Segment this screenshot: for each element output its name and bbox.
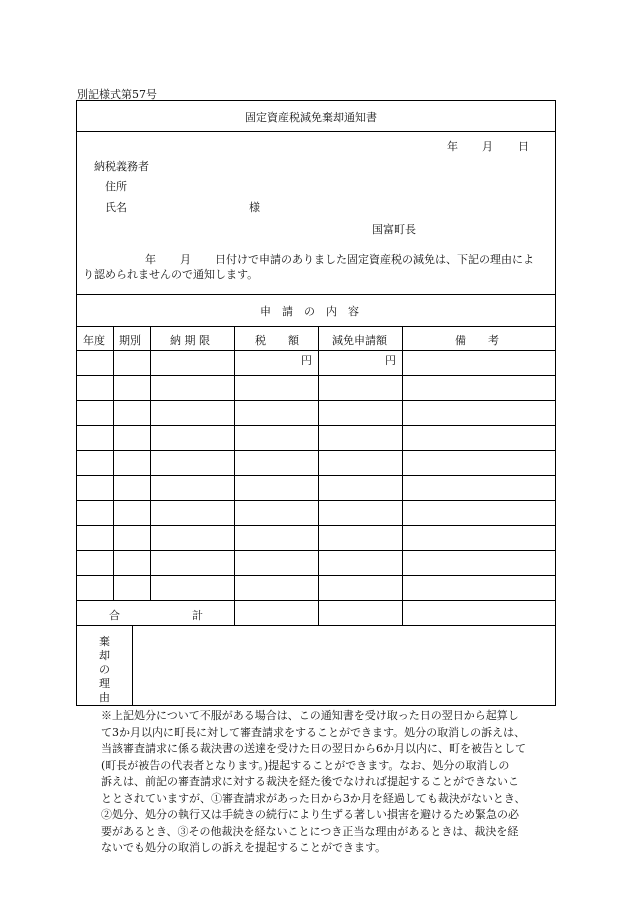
row-divider: [77, 450, 555, 451]
tax-unit: 円: [301, 354, 312, 367]
col-divider: [402, 326, 403, 625]
title-divider: [77, 131, 555, 132]
issuer-name: 国富町長: [372, 223, 416, 236]
row-divider: [77, 525, 555, 526]
reduction-unit: 円: [385, 354, 396, 367]
col-header-tax: 税 額: [255, 334, 299, 347]
form-number: 別記様式第57号: [77, 88, 157, 101]
section-title: 申 請 の 内 容: [260, 305, 359, 318]
row-divider: [77, 500, 555, 501]
appeal-notice: [101, 708, 553, 857]
col-header-reduction: 減免申請額: [332, 334, 387, 347]
col-header-year: 年度: [83, 334, 105, 347]
col-header-due: 納 期 限: [170, 334, 210, 347]
row-divider: [77, 375, 555, 376]
col-header-period: 期別: [119, 334, 141, 347]
note-line: て3か月以内に町長に対して審査請求をすることができます。処分の取消しの訴えは、: [101, 725, 526, 739]
header-row-divider: [77, 350, 555, 351]
total-divider: [77, 625, 555, 626]
reason-char: 棄: [99, 635, 110, 648]
body-text-line2: り認められませんので通知します。: [83, 268, 259, 281]
body-text-line1: 日付けで申請のありました固定資産税の減免は、下記の理由によ: [215, 253, 534, 266]
note-line: ととされていますが、①審査請求があった日から3か月を経過しても裁決がないとき、: [101, 791, 526, 805]
col-header-remarks: 備 考: [455, 334, 499, 347]
note-line: 訴えは、前記の審査請求に対する裁決を経た後でなければ提起することができないこ: [101, 775, 519, 788]
name-label: 氏名: [105, 201, 127, 214]
body-month: 月: [180, 253, 191, 266]
col-divider: [234, 326, 235, 625]
col-divider: [113, 326, 114, 600]
row-divider: [77, 400, 555, 401]
honorific: 様: [249, 201, 260, 214]
col-divider: [150, 326, 151, 600]
reason-char: の: [99, 663, 110, 676]
total-label-left: 合: [109, 609, 120, 622]
reason-char: 由: [99, 691, 110, 704]
date-year: 年: [447, 140, 458, 153]
note-line: ないでも処分の取消しの訴えを提起することができます。: [101, 841, 387, 854]
note-line: ※上記処分について不服がある場合は、この通知書を受け取った日の翌日から起算し: [101, 709, 519, 722]
date-month: 月: [482, 140, 493, 153]
note-line: 要があるとき、③その他裁決を経ないことにつき正当な理由があるときは、裁決を経: [101, 824, 519, 838]
body-year: 年: [145, 253, 156, 266]
notice-form: [76, 100, 556, 706]
reason-char: 却: [99, 649, 110, 662]
note-line: ②処分、処分の執行又は手続きの続行により生ずる著しい損害を避けるため緊急の必: [101, 808, 519, 821]
form-title: 固定資産税減免棄却通知書: [245, 111, 377, 124]
reason-char: 理: [99, 677, 110, 690]
row-divider: [77, 550, 555, 551]
row-divider: [77, 575, 555, 576]
date-day: 日: [518, 140, 529, 153]
row-divider: [77, 425, 555, 426]
taxpayer-heading: 納税義務者: [94, 160, 149, 173]
note-line: (町長が被告の代表者となります。)提起することができます。なお、処分の取消しの: [101, 758, 510, 772]
header-divider: [77, 294, 555, 295]
address-label: 住所: [105, 180, 127, 193]
section-divider: [77, 326, 555, 327]
note-line: 当該審査請求に係る裁決書の送達を受けた日の翌日から6か月以内に、町を被告として: [101, 742, 526, 755]
reason-divider: [132, 625, 133, 706]
col-divider: [318, 326, 319, 625]
row-divider: [77, 475, 555, 476]
row-divider: [77, 600, 555, 601]
total-label-right: 計: [192, 609, 203, 622]
